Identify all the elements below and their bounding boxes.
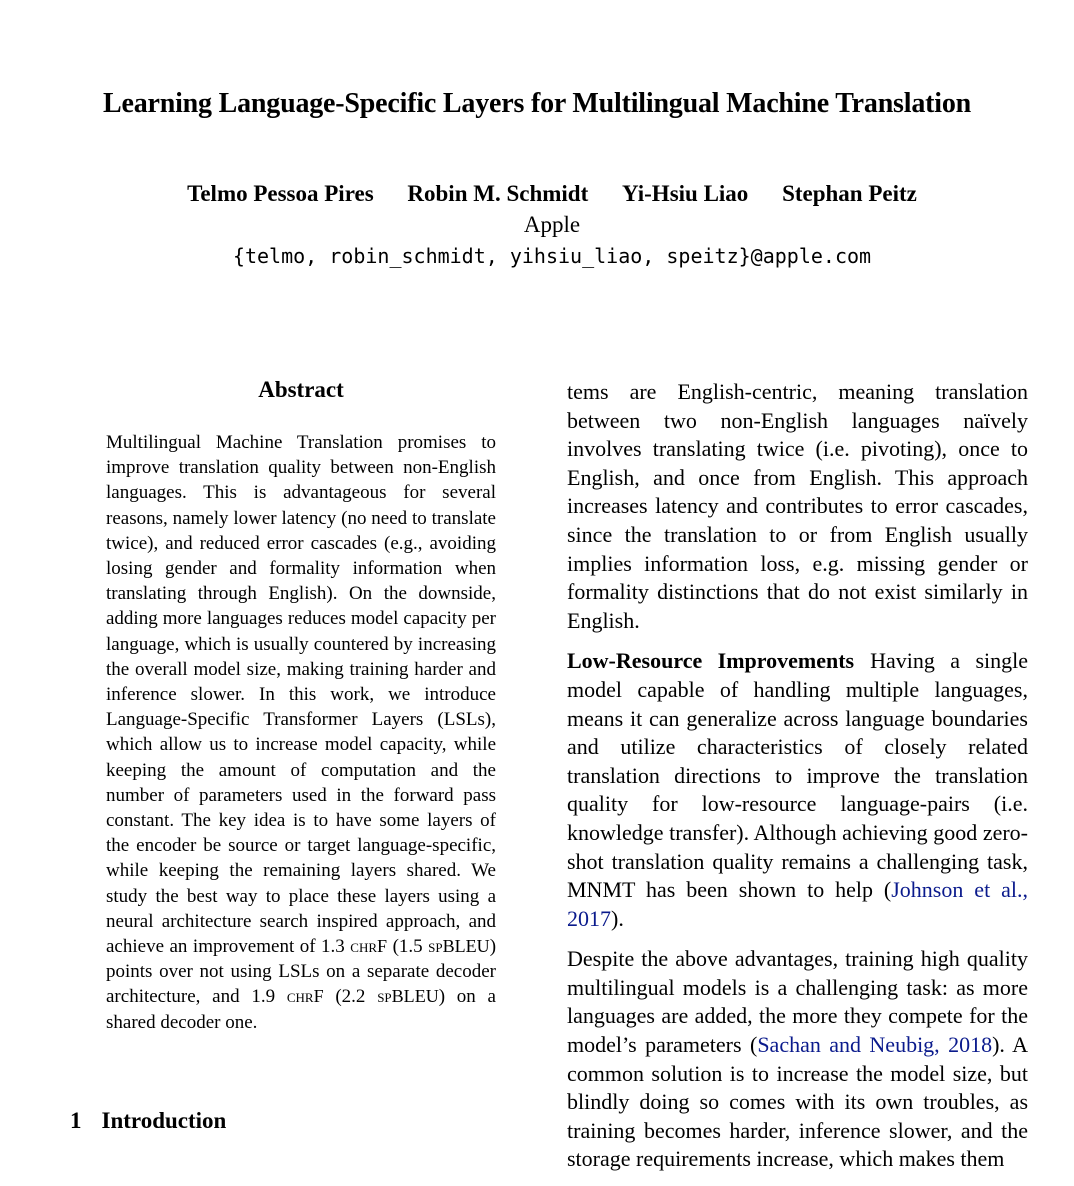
author-name: Telmo Pessoa Pires <box>187 181 374 206</box>
citation-link[interactable]: Johnson et al., 2017 <box>567 877 1028 931</box>
author-name: Stephan Peitz <box>782 181 917 206</box>
metric-name: chrF <box>350 936 388 957</box>
paragraph-text: ). A common solution is to increase the model size, but blindly doing so comes with its own troubles, as training becomes harder, inference slower, and the storage requirements increase, which makes them <box>567 1032 1028 1172</box>
abstract-text-part: Multilingual Machine Translation promises to improve translation quality between non-English languages. This is advantageous for several reasons, namely lower latency (no need to translate twice), and reduced error cascades (e.g., avoiding losing gender and formality information when translating through English). On the downside, adding more languages reduces model capacity per language, which is usually countered by increasing the overall model size, making training harder and inference slower. In this work, we introduce Language-Specific Transformer Layers (LSLs), which allow us to increase model capacity, while keeping the amount of computation and the number of parameters used in the forward pass constant. The key idea is to have some layers of the encoder be source or target language-specific, while keeping the remaining layers shared. We study the best way to place these layers using a neural architecture search inspired approach, and achieve an improvement of 1.3 <box>106 432 496 958</box>
metric-name: chrF <box>286 986 324 1007</box>
affiliation: Apple <box>523 212 581 237</box>
author-list <box>0 181 1074 207</box>
paragraph-text: ). <box>611 905 624 931</box>
section-heading-introduction <box>70 1108 226 1134</box>
paragraph: tems are English-centric, meaning translation between two non-English languages naïvely involves translating twice (i.e. pivoting), once to English, and once from English. This approach increases latency and contributes to error cascades, since the translation to or from English usually implies information loss, e.g. missing gender or formality distinctions that do not exist similarly in English. <box>567 379 1028 633</box>
abstract-text-part: ) on a shared decoder one. <box>106 986 496 1033</box>
paragraph <box>567 647 1028 933</box>
section-title: Introduction <box>101 1108 227 1133</box>
paragraph-text: Having a single model capable of handling multiple languages, means it can generalize across language boundaries and utilize characteristics of closely related translation directions to improve the translation quality for low-resource language-pairs (i.e. knowledge transfer). Although achieving good zero-shot translation quality remains a challenging task, MNMT has been shown to help ( <box>567 648 1028 903</box>
abstract-text <box>106 430 496 1035</box>
citation-link[interactable]: Sachan and Neubig, 2018 <box>757 1032 993 1058</box>
abstract-text-part: (2.2 <box>335 986 366 1008</box>
right-column-body <box>567 378 1028 1186</box>
abstract-text-part: ) points over not using LSLs on a separate decoder architecture, and 1.9 <box>106 936 497 1008</box>
paper-title: Learning Language-Specific Layers for Multilingual Machine Translation <box>102 88 972 119</box>
author-emails: {telmo, robin_schmidt, yihsiu_liao, speitz}@apple.com <box>232 244 872 268</box>
abstract-text-part: (1.5 <box>392 936 423 958</box>
metric-name: spBLEU <box>377 986 439 1007</box>
author-name: Robin M. Schmidt <box>407 181 589 206</box>
paragraph-text: Despite the above advantages, training high quality multilingual models is a challenging task: as more languages are added, the more they compete for the model’s parameters ( <box>567 946 1028 1058</box>
paragraph <box>567 945 1028 1174</box>
metric-name: spBLEU <box>428 936 490 957</box>
author-name: Yi-Hsiu Liao <box>622 181 749 206</box>
abstract-heading: Abstract <box>258 377 344 402</box>
paragraph-heading: Low-Resource Improvements <box>567 648 855 674</box>
section-number: 1 <box>70 1108 82 1133</box>
